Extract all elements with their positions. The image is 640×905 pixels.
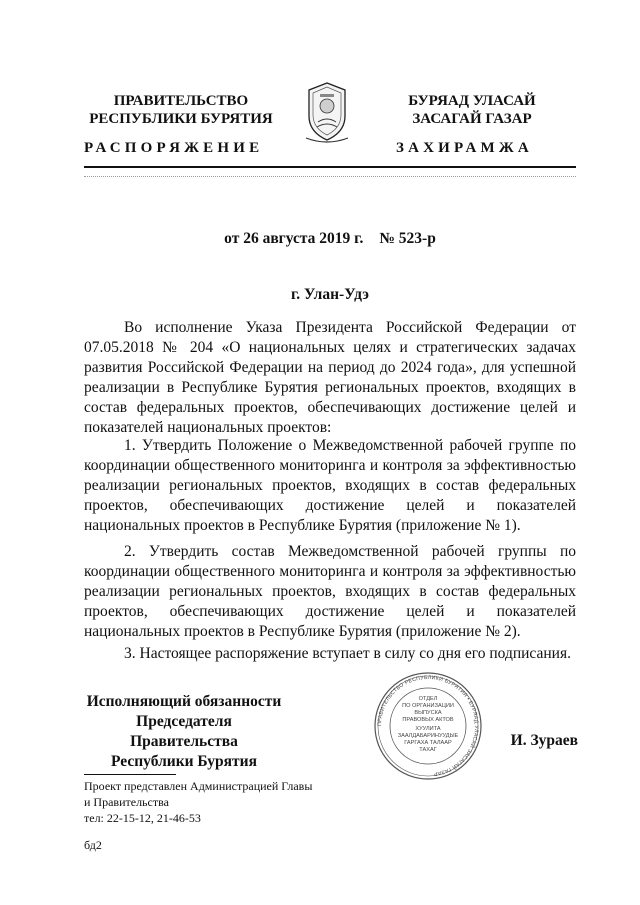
body-paragraph-intro: Во исполнение Указа Президента Российской Федерации от 07.05.2018 № 204 «О национальных целях и стратегических задачах развития Российской Федерации на период до 2024 года», для успешной реализации в Республике Бурятия региональных проектов, входящих в состав федеральных проектов, обеспечивающих достижение целей и показателей национальных проектов: (84, 319, 576, 436)
official-stamp (364, 672, 492, 780)
header-divider (84, 166, 576, 168)
coat-of-arms-icon (300, 80, 354, 144)
document-type-ru: РАСПОРЯЖЕНИЕ (84, 140, 264, 156)
stamp-ring-text: ПРАВИТЕЛЬСТВО РЕСПУБЛИКИ БУРЯТИЯ • БУРЯАД УЛАСАЙ ЗАСАГАЙ ГАЗАР (376, 674, 480, 777)
header-right (372, 92, 572, 128)
stamp-line-7: ГАРГАХА ТАЛААР (404, 740, 452, 746)
stamp-line-2: ПО ОРГАНИЗАЦИИ (402, 703, 454, 709)
footer-line-2: и Правительства (84, 795, 169, 809)
document-date-line (84, 230, 576, 248)
stamp-line-5: ХУУЛИТА (415, 726, 441, 732)
footer-line-1: Проект представлен Администрацией Главы (84, 779, 313, 793)
document-type-bua: ЗАХИРАМЖА (396, 140, 533, 156)
stamp-line-3: ВЫПУСКА (414, 710, 442, 716)
body-paragraph-item-1: 1. Утвердить Положение о Межведомственной рабочей группе по координации общественного мониторинга и контроля за эффективностью реализации региональных проектов, входящих в состав федеральных проектов, обеспечивающих достижение целей и показателей национальных проектов в Республике Бурятия (приложение № 1). (84, 437, 576, 534)
header-right-line-2: ЗАСАГАЙ ГАЗАР (412, 111, 532, 127)
body-paragraph-item-3: 3. Настоящее распоряжение вступает в силу со дня его подписания. (124, 645, 571, 662)
signatory-title-line-2: Председателя Правительства (130, 713, 238, 750)
header-left-line-1: ПРАВИТЕЛЬСТВО (113, 93, 249, 109)
footer-note (84, 778, 384, 826)
stamp-line-6: ЗААЛДАБАРИНУУДЫЕ (397, 733, 459, 739)
document-code: бд2 (84, 838, 102, 852)
signatory-title (84, 692, 284, 772)
header-right-line-1: БУРЯАД УЛАСАЙ (408, 93, 536, 109)
document-date: от 26 августа 2019 г. (224, 230, 364, 247)
header-dotted-divider (84, 176, 576, 177)
stamp-line-8: ТАХАГ (419, 747, 437, 753)
header-left (70, 92, 292, 128)
document-city: г. Улан-Удэ (290, 286, 369, 303)
signatory-name: И. Зураев (510, 732, 578, 749)
stamp-line-4: ПРАВОВЫХ АКТОВ (402, 717, 454, 723)
signatory-title-line-3: Республики Бурятия (111, 753, 257, 770)
header-left-line-2: РЕСПУБЛИКИ БУРЯТИЯ (89, 111, 273, 127)
footer-line-3: тел: 22-15-12, 21-46-53 (84, 811, 201, 825)
body-paragraph-item-2: 2. Утвердить состав Межведомственной рабочей группы по координации общественного мониторинга и контроля за эффективностью реализации региональных проектов, входящих в состав федеральных проектов, обеспечивающих достижение целей и показателей национальных проектов в Республике Бурятия (приложение № 2). (84, 543, 576, 640)
signatory-title-line-1: Исполняющий обязанности (86, 693, 282, 710)
stamp-line-1: ОТДЕЛ (418, 696, 438, 702)
document-number: № 523-р (379, 230, 436, 247)
footer-divider (84, 774, 176, 775)
